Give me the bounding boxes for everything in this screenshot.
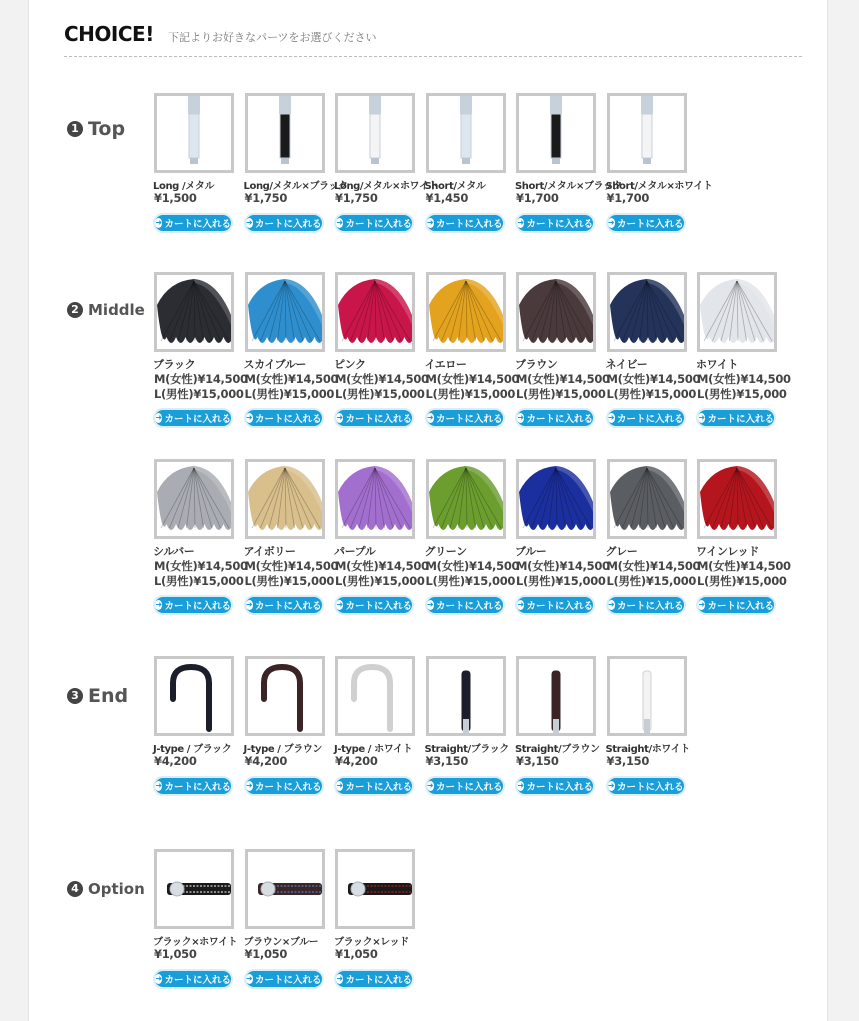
arrow-right-icon: ➜ [245,600,253,609]
product-thumbnail[interactable] [607,459,687,539]
price-medium: M(女性)¥14,500 [516,372,610,386]
price-medium: M(女性)¥14,500 [697,559,791,573]
umbrella-canopy-image [338,462,412,536]
price-medium: M(女性)¥14,500 [154,372,248,386]
number-2-icon: 2 [67,302,83,318]
add-to-cart-button[interactable]: ➜ カートに入れる [334,408,414,428]
strap-option-image [248,852,322,926]
product-thumbnail[interactable] [697,272,777,352]
arrow-right-icon: ➜ [698,600,706,609]
product-thumbnail[interactable] [426,93,506,173]
product-thumbnail[interactable] [426,656,506,736]
price-large: L(男性)¥15,000 [606,574,697,588]
arrow-right-icon: ➜ [245,218,253,227]
price-large: L(男性)¥15,000 [425,387,516,401]
umbrella-canopy-image [429,275,503,349]
product-name: シルバー [153,545,195,558]
add-to-cart-button[interactable]: ➜ カートに入れる [425,776,505,796]
arrow-right-icon: ➜ [517,218,525,227]
product-name: J-type / ブラウン [243,744,323,755]
product-name: ブラウン [515,358,558,371]
price-large: L(男性)¥15,000 [335,387,425,401]
product-price: ¥1,750 [335,191,378,205]
arrow-right-icon: ➜ [155,218,163,227]
j-handle-image [338,659,412,733]
product-price: ¥1,700 [516,191,559,205]
add-to-cart-button[interactable]: ➜ カートに入れる [515,595,595,615]
product-name: グレー [605,545,638,558]
j-handle-image [157,659,231,733]
add-to-cart-button[interactable]: ➜ カートに入れる [334,213,414,233]
product-name: ブルー [515,545,547,558]
product-name: ワインレッド [696,545,759,558]
add-to-cart-button[interactable]: ➜ カートに入れる [606,776,686,796]
price-medium: M(女性)¥14,500 [425,559,520,573]
top-part-image [519,96,593,170]
product-thumbnail[interactable] [516,93,596,173]
arrow-right-icon: ➜ [517,781,525,790]
straight-handle-image [610,659,684,733]
price-large: L(男性)¥15,000 [335,574,425,588]
arrow-right-icon: ➜ [607,781,615,790]
add-to-cart-button[interactable]: ➜ カートに入れる [244,213,324,233]
section-label-option: 4 Option [67,880,145,898]
product-name: ピンク [334,358,366,371]
product-price: ¥3,150 [606,754,650,768]
j-handle-image [248,659,322,733]
product-price: ¥1,050 [244,947,288,961]
price-large: L(男性)¥15,000 [516,387,606,401]
product-thumbnail[interactable] [245,656,325,736]
product-name: スカイブルー [243,358,306,371]
umbrella-canopy-image [157,462,231,536]
price-medium: M(女性)¥14,500 [697,372,791,386]
add-to-cart-button[interactable]: ➜ カートに入れる [244,969,324,989]
price-large: L(男性)¥15,000 [425,574,516,588]
arrow-right-icon: ➜ [155,600,163,609]
product-thumbnail[interactable] [245,459,325,539]
add-to-cart-button[interactable]: ➜ カートに入れる [515,408,595,428]
add-to-cart-button[interactable]: ➜ カートに入れる [153,213,233,233]
section-label-middle: 2 Middle [67,301,145,319]
umbrella-canopy-image [700,275,774,349]
product-thumbnail[interactable] [516,656,596,736]
product-name: Straight/ブラック [424,744,509,755]
add-to-cart-button[interactable]: ➜ カートに入れる [153,969,233,989]
product-price: ¥4,200 [244,754,288,768]
number-1-icon: 1 [67,121,83,137]
product-thumbnail[interactable] [245,849,325,929]
page-subtitle: 下記よりお好きなパーツをお選びください [168,31,377,44]
arrow-right-icon: ➜ [426,600,434,609]
price-large: L(男性)¥15,000 [697,574,787,588]
product-price: ¥1,050 [335,947,378,961]
product-name: ホワイト [696,358,739,371]
price-medium: M(女性)¥14,500 [516,559,610,573]
product-thumbnail[interactable] [335,93,415,173]
add-to-cart-button[interactable]: ➜ カートに入れる [425,408,505,428]
product-price: ¥4,200 [335,754,378,768]
product-price: ¥3,150 [425,754,469,768]
add-to-cart-button[interactable]: ➜ カートに入れる [606,213,686,233]
price-large: L(男性)¥15,000 [697,387,787,401]
price-large: L(男性)¥15,000 [154,574,244,588]
strap-option-image [338,852,412,926]
arrow-right-icon: ➜ [426,781,434,790]
price-medium: M(女性)¥14,500 [606,372,701,386]
add-to-cart-button[interactable]: ➜ カートに入れる [425,595,505,615]
umbrella-canopy-image [338,275,412,349]
arrow-right-icon: ➜ [155,974,163,983]
product-name: ブラック [153,358,196,371]
arrow-right-icon: ➜ [245,781,253,790]
arrow-right-icon: ➜ [336,974,344,983]
add-to-cart-button[interactable]: ➜ カートに入れる [606,595,686,615]
umbrella-canopy-image [248,275,322,349]
arrow-right-icon: ➜ [155,413,163,422]
arrow-right-icon: ➜ [245,974,253,983]
product-thumbnail[interactable] [426,459,506,539]
product-name: ブラウン×ブルー [243,937,319,948]
top-part-image [429,96,503,170]
arrow-right-icon: ➜ [426,413,434,422]
product-price: ¥3,150 [516,754,559,768]
top-part-image [157,96,231,170]
product-thumbnail[interactable] [335,656,415,736]
add-to-cart-button[interactable]: ➜ カートに入れる [515,776,595,796]
product-name: アイボリー [243,545,296,558]
add-to-cart-button[interactable]: ➜ カートに入れる [153,408,233,428]
product-name: Short/メタル [424,181,486,192]
arrow-right-icon: ➜ [517,413,525,422]
add-to-cart-button[interactable]: ➜ カートに入れる [244,595,324,615]
add-to-cart-button[interactable]: ➜ カートに入れる [606,408,686,428]
product-name: ブラック×レッド [334,937,409,948]
product-price: ¥1,700 [606,191,650,205]
product-thumbnail[interactable] [154,849,234,929]
straight-handle-image [429,659,503,733]
product-thumbnail[interactable] [607,272,687,352]
product-name: パープル [334,545,376,558]
product-name: Long/メタル×ホワイト [334,181,439,192]
product-name: ブラック×ホワイト [153,937,238,948]
product-price: ¥1,450 [425,191,469,205]
arrow-right-icon: ➜ [607,413,615,422]
price-medium: M(女性)¥14,500 [335,559,429,573]
product-price: ¥4,200 [154,754,197,768]
product-name: Straight/ホワイト [605,744,690,755]
product-name: J-type / ホワイト [334,744,413,755]
arrow-right-icon: ➜ [336,600,344,609]
product-thumbnail[interactable] [154,272,234,352]
product-name: グリーン [424,545,467,558]
product-name: Short/メタル×ホワイト [605,181,713,192]
product-name: Short/メタル×ブラック [515,181,623,192]
umbrella-canopy-image [610,275,684,349]
number-4-icon: 4 [67,881,83,897]
price-medium: M(女性)¥14,500 [244,559,339,573]
add-to-cart-button[interactable]: ➜ カートに入れる [696,595,776,615]
product-thumbnail[interactable] [154,459,234,539]
product-thumbnail[interactable] [245,93,325,173]
choice-header [64,22,802,57]
price-medium: M(女性)¥14,500 [425,372,520,386]
product-name: J-type / ブラック [153,744,232,755]
arrow-right-icon: ➜ [336,218,344,227]
umbrella-canopy-image [610,462,684,536]
product-price: ¥1,750 [244,191,288,205]
product-page [28,0,828,1021]
arrow-right-icon: ➜ [607,218,615,227]
price-large: L(男性)¥15,000 [244,574,335,588]
umbrella-canopy-image [519,462,593,536]
price-medium: M(女性)¥14,500 [335,372,429,386]
price-medium: M(女性)¥14,500 [154,559,248,573]
section-label-top: 1 Top [67,118,125,140]
product-thumbnail[interactable] [697,459,777,539]
product-thumbnail[interactable] [335,272,415,352]
add-to-cart-button[interactable]: ➜ カートに入れる [515,213,595,233]
arrow-right-icon: ➜ [517,600,525,609]
price-large: L(男性)¥15,000 [516,574,606,588]
arrow-right-icon: ➜ [155,781,163,790]
price-medium: M(女性)¥14,500 [244,372,339,386]
add-to-cart-button[interactable]: ➜ カートに入れる [425,213,505,233]
product-thumbnail[interactable] [607,93,687,173]
product-thumbnail[interactable] [335,459,415,539]
price-large: L(男性)¥15,000 [154,387,244,401]
straight-handle-image [519,659,593,733]
product-name: ネイビー [605,358,648,371]
umbrella-canopy-image [429,462,503,536]
strap-option-image [157,852,231,926]
product-name: Straight/ブラウン [515,744,600,755]
product-thumbnail[interactable] [335,849,415,929]
product-name: Long/メタル×ブラック [243,181,348,192]
product-thumbnail[interactable] [516,459,596,539]
price-large: L(男性)¥15,000 [244,387,335,401]
product-price: ¥1,500 [154,191,197,205]
add-to-cart-button[interactable]: ➜ カートに入れる [334,595,414,615]
add-to-cart-button[interactable]: ➜ カートに入れる [153,595,233,615]
number-3-icon: 3 [67,688,83,704]
umbrella-canopy-image [700,462,774,536]
price-medium: M(女性)¥14,500 [606,559,701,573]
product-name: Long /メタル [153,181,215,192]
arrow-right-icon: ➜ [336,781,344,790]
add-to-cart-button[interactable]: ➜ カートに入れる [696,408,776,428]
top-part-image [610,96,684,170]
arrow-right-icon: ➜ [426,218,434,227]
arrow-right-icon: ➜ [245,413,253,422]
add-to-cart-button[interactable]: ➜ カートに入れる [334,969,414,989]
product-thumbnail[interactable] [426,272,506,352]
product-thumbnail[interactable] [516,272,596,352]
top-part-image [248,96,322,170]
section-label-end: 3 End [67,685,128,707]
add-to-cart-button[interactable]: ➜ カートに入れる [334,776,414,796]
add-to-cart-button[interactable]: ➜ カートに入れる [244,776,324,796]
page-title: CHOICE! [64,22,154,46]
umbrella-canopy-image [519,275,593,349]
price-large: L(男性)¥15,000 [606,387,697,401]
product-thumbnail[interactable] [154,93,234,173]
top-part-image [338,96,412,170]
product-name: イエロー [424,358,467,371]
umbrella-canopy-image [157,275,231,349]
product-thumbnail[interactable] [607,656,687,736]
product-thumbnail[interactable] [154,656,234,736]
add-to-cart-button[interactable]: ➜ カートに入れる [244,408,324,428]
umbrella-canopy-image [248,462,322,536]
arrow-right-icon: ➜ [607,600,615,609]
arrow-right-icon: ➜ [698,413,706,422]
product-thumbnail[interactable] [245,272,325,352]
arrow-right-icon: ➜ [336,413,344,422]
add-to-cart-button[interactable]: ➜ カートに入れる [153,776,233,796]
product-price: ¥1,050 [154,947,197,961]
